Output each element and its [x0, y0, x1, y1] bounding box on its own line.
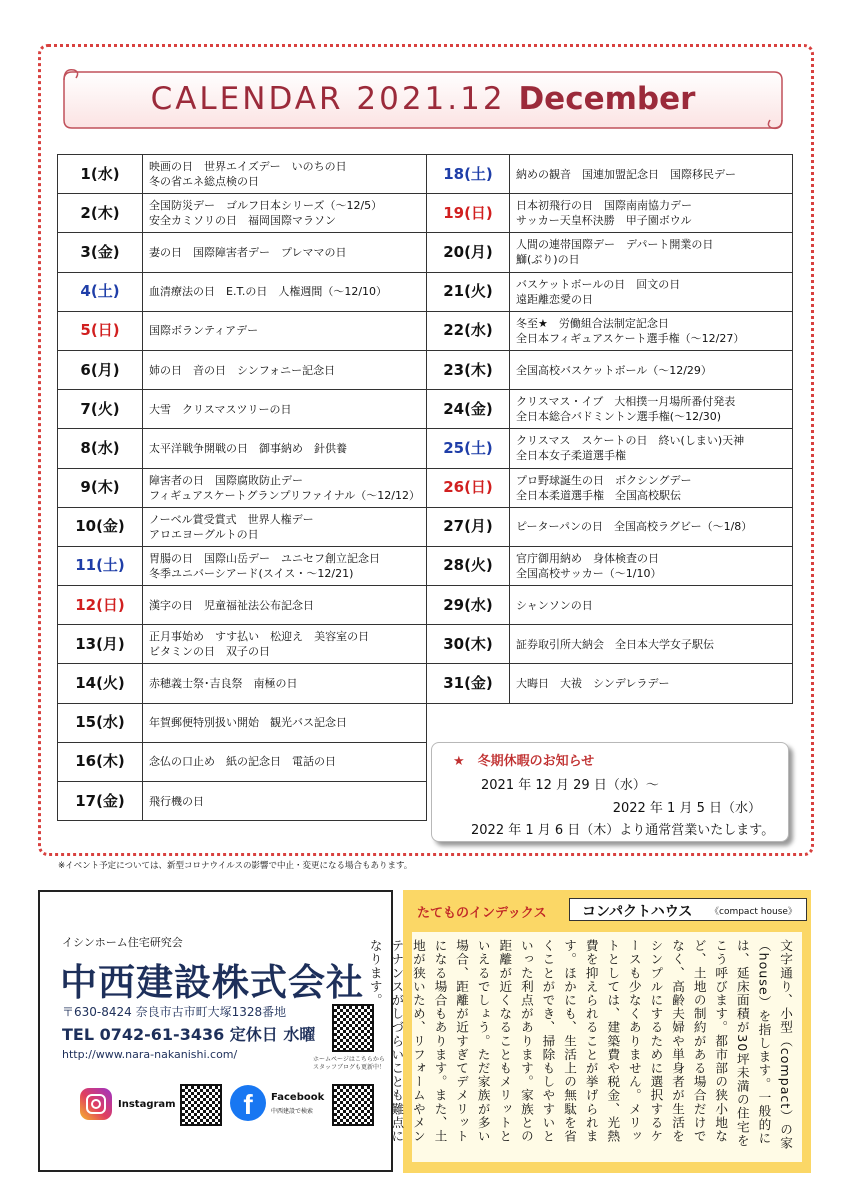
calendar-day: 3(金) [58, 233, 143, 272]
instagram-icon[interactable] [80, 1088, 112, 1120]
notice-line-1: 2021 年 12 月 29 日（水）～ [481, 778, 659, 793]
event-line: 全日本女子柔道選手権 [516, 449, 626, 463]
event-line: 冬至★ 労働組合法制定記念日 [516, 316, 669, 330]
calendar-events [143, 272, 427, 311]
calendar-row [58, 155, 427, 194]
calendar-events [143, 468, 427, 507]
calendar-events [143, 546, 427, 585]
calendar-row [427, 586, 793, 625]
event-line: 胃腸の日 国際山岳デー ユニセフ創立記念日 [149, 551, 380, 565]
calendar-table-left [57, 154, 427, 821]
event-line: 姉の日 音の日 シンフォニー記念日 [149, 363, 336, 377]
calendar-events [143, 742, 427, 781]
calendar-day: 12(日) [58, 586, 143, 625]
event-line: 遠距離恋愛の日 [516, 292, 593, 306]
calendar-row [58, 390, 427, 429]
calendar-day: 27(月) [427, 507, 510, 546]
calendar-events [143, 390, 427, 429]
calendar-row [427, 390, 793, 429]
event-line: 全国防災デー ゴルフ日本シリーズ（～12/5） [149, 199, 383, 213]
calendar-row [58, 664, 427, 703]
calendar-events [510, 194, 793, 233]
event-line: 障害者の日 国際腐敗防止デー [149, 473, 303, 487]
calendar-row [427, 468, 793, 507]
calendar-row [58, 625, 427, 664]
calendar-day: 29(水) [427, 586, 510, 625]
calendar-row [58, 350, 427, 389]
event-line: ノーベル賞受賞式 世界人権デー [149, 512, 314, 526]
calendar-title: CALENDAR 2021.12 December [150, 81, 696, 117]
homepage-qr-code[interactable] [332, 1004, 374, 1052]
event-line: 全日本フィギュアスケート選手権（～12/27） [516, 331, 745, 345]
index-label: たてものインデックス [417, 906, 547, 921]
calendar-row [427, 272, 793, 311]
calendar-day: 13(月) [58, 625, 143, 664]
calendar-day: 24(金) [427, 390, 510, 429]
calendar-row [427, 507, 793, 546]
calendar-events [510, 429, 793, 468]
calendar-day: 15(水) [58, 703, 143, 742]
calendar-day: 11(土) [58, 546, 143, 585]
index-subtitle: 《compact house》 [710, 907, 797, 917]
calendar-row [58, 272, 427, 311]
event-line: 漢字の日 児童福祉法公布記念日 [149, 598, 314, 612]
calendar-row [427, 429, 793, 468]
calendar-banner [62, 66, 784, 132]
event-line: バスケットボールの日 回文の日 [516, 277, 681, 291]
calendar-row [58, 703, 427, 742]
calendar-events [143, 155, 427, 194]
facebook-qr-code[interactable] [332, 1084, 374, 1126]
event-line: 大雪 クリスマスツリーの日 [149, 402, 292, 416]
calendar-row [58, 782, 427, 821]
calendar-day: 22(水) [427, 311, 510, 350]
calendar-day: 31(金) [427, 664, 510, 703]
event-line: 冬の省エネ総点検の日 [149, 175, 259, 189]
event-line: クリスマス スケートの日 終い(しまい)天神 [516, 434, 745, 448]
calendar-row [58, 194, 427, 233]
calendar-events [143, 507, 427, 546]
calendar-events [510, 507, 793, 546]
event-line: 映画の日 世界エイズデー いのちの日 [149, 160, 347, 174]
company-card [38, 890, 393, 1172]
calendar-row [58, 742, 427, 781]
company-tel: TEL 0742-61-3436 定休日 水曜 [62, 1025, 316, 1044]
calendar-events [143, 194, 427, 233]
calendar-day: 17(金) [58, 782, 143, 821]
event-line: クリスマス・イブ 大相撲一月場所番付発表 [516, 395, 736, 409]
event-line: 飛行機の日 [149, 794, 204, 808]
event-line: 人間の連帯国際デー デパート開業の日 [516, 238, 714, 252]
calendar-events [510, 155, 793, 194]
calendar-events [510, 468, 793, 507]
event-line: 年賀郵便特別扱い開始 観光バス記念日 [149, 716, 347, 730]
winter-holiday-notice [431, 742, 791, 844]
instagram-qr-code[interactable] [180, 1084, 222, 1126]
calendar-events [510, 664, 793, 703]
calendar-row [427, 311, 793, 350]
calendar-events [510, 233, 793, 272]
company-url[interactable]: http://www.nara-nakanishi.com/ [62, 1048, 238, 1061]
event-line: ピーターパンの日 全国高校ラグビー（～1/8） [516, 520, 753, 534]
calendar-day: 20(月) [427, 233, 510, 272]
calendar-events [510, 586, 793, 625]
event-line: 鰤(ぶり)の日 [516, 253, 580, 267]
calendar-row [427, 155, 793, 194]
calendar-row [58, 311, 427, 350]
event-line: アロエヨーグルトの日 [149, 527, 259, 541]
calendar-row [58, 507, 427, 546]
event-line: 血清療法の日 E.T.の日 人権週間（～12/10） [149, 285, 388, 299]
calendar-row [58, 546, 427, 585]
event-line: 官庁御用納め 身体検査の日 [516, 551, 659, 565]
instagram-label: Instagram [118, 1099, 176, 1110]
company-label: イシンホーム住宅研究会 [62, 936, 183, 949]
calendar-row [58, 233, 427, 272]
calendar-day: 30(木) [427, 625, 510, 664]
calendar-events [143, 625, 427, 664]
notice-line-2: 2022 年 1 月 5 日（水） [612, 801, 761, 816]
calendar-day: 23(木) [427, 350, 510, 389]
calendar-day: 25(土) [427, 429, 510, 468]
calendar-row [58, 429, 427, 468]
facebook-sub-label: 中西建設で検索 [271, 1108, 314, 1115]
calendar-events [143, 311, 427, 350]
calendar-day: 7(火) [58, 390, 143, 429]
event-line: シャンソンの日 [516, 598, 593, 612]
event-line: 国際ボランティアデー [149, 324, 259, 338]
event-line: 念仏の口止め 紙の記念日 電話の日 [149, 755, 336, 769]
qr-caption: ホームページはこちらから スタッフブログも更新中！ [313, 1056, 386, 1071]
calendar-day: 5(日) [58, 311, 143, 350]
calendar-day: 10(金) [58, 507, 143, 546]
index-title: コンパクトハウス [582, 904, 693, 920]
event-line: プロ野球誕生の日 ボクシングデー [516, 473, 692, 487]
calendar-events [510, 272, 793, 311]
calendar-row [427, 350, 793, 389]
calendar-events [143, 350, 427, 389]
calendar-events [143, 233, 427, 272]
calendar-day: 1(水) [58, 155, 143, 194]
event-line: 正月事始め すす払い 松迎え 美容室の日 [149, 630, 370, 644]
notice-line-3: 2022 年 1 月 6 日（木）より通常営業いたします。 [471, 823, 775, 838]
calendar-events [510, 390, 793, 429]
calendar-events [143, 586, 427, 625]
company-address: 〒630-8424 奈良市古市町大塚1328番地 [62, 1005, 287, 1019]
index-body-text: 文字通り、小型（compact）の家（house）を指します。一般的には、延床面積が30坪未満の住宅をこう呼びます。都市部の狭小地など、土地の制約がある場合だけでなく、高齢夫婦や単身者が生活をシンプルにするために選択するケースも少なくありません。メリットとしては、建築費や税金、光熱費を抑えられることが挙げられます。ほかにも、生活上の無駄を省くことができ、掃除もしやすいといった利点があります。家族との距離が近くなることもメリットといえるでしょう。ただ家族が多い場合、距離が近すぎてデメリットになる場合もあります。また、土地が狭いため、リフォームやメンテナンスがしづらいことも難点になります。 [412, 932, 802, 1162]
event-line: ビタミンの日 双子の日 [149, 645, 270, 659]
calendar-day: 8(水) [58, 429, 143, 468]
notice-title: ★ 冬期休暇のお知らせ [453, 754, 595, 769]
calendar-day: 21(火) [427, 272, 510, 311]
event-line: 納めの観音 国連加盟記念日 国際移民デー [516, 167, 736, 181]
calendar-row [427, 625, 793, 664]
calendar-day: 19(日) [427, 194, 510, 233]
event-line: 証券取引所大納会 全日本大学女子駅伝 [516, 637, 714, 651]
calendar-events [510, 546, 793, 585]
index-title-box [569, 898, 807, 921]
event-line: 全国高校バスケットボール（～12/29） [516, 363, 712, 377]
facebook-label: Facebook [271, 1092, 325, 1103]
calendar-day: 16(木) [58, 742, 143, 781]
event-line: 全日本柔道選手権 全国高校駅伝 [516, 488, 681, 502]
calendar-events [143, 782, 427, 821]
footnote: ※イベント予定については、新型コロナウイルスの影響で中止・変更になる場合もあります。 [58, 861, 413, 871]
calendar-day: 18(土) [427, 155, 510, 194]
calendar-row [427, 233, 793, 272]
event-line: 安全カミソリの日 福岡国際マラソン [149, 214, 336, 228]
calendar-events [510, 625, 793, 664]
facebook-icon[interactable]: f [230, 1085, 266, 1121]
calendar-events [510, 350, 793, 389]
calendar-events [143, 703, 427, 742]
event-line: 全日本総合バドミントン選手権(～12/30) [516, 410, 722, 424]
calendar-events [143, 664, 427, 703]
calendar-row [427, 546, 793, 585]
event-line: フィギュアスケートグランプリファイナル（～12/12） [149, 488, 420, 502]
event-line: 妻の日 国際障害者デー プレママの日 [149, 245, 347, 259]
calendar-day: 9(木) [58, 468, 143, 507]
event-line: 日本初飛行の日 国際南南協力デー [516, 199, 692, 213]
event-line: 大晦日 大祓 シンデレラデー [516, 677, 670, 691]
calendar-row [427, 194, 793, 233]
calendar-day: 28(火) [427, 546, 510, 585]
calendar-table-right [426, 154, 793, 704]
calendar-row [58, 468, 427, 507]
event-line: 冬季ユニバーシアード(スイス・～12/21) [149, 566, 354, 580]
calendar-row [427, 664, 793, 703]
calendar-day: 26(日) [427, 468, 510, 507]
calendar-day: 2(木) [58, 194, 143, 233]
company-name: 中西建設株式会社 [60, 960, 364, 1004]
event-line: 太平洋戦争開戦の日 御事納め 針供養 [149, 441, 347, 455]
event-line: サッカー天皇杯決勝 甲子園ボウル [516, 214, 692, 228]
calendar-row [58, 586, 427, 625]
calendar-day: 4(土) [58, 272, 143, 311]
calendar-day: 6(月) [58, 350, 143, 389]
calendar-events [510, 311, 793, 350]
calendar-events [143, 429, 427, 468]
calendar-day: 14(火) [58, 664, 143, 703]
event-line: 赤穂義士祭･吉良祭 南極の日 [149, 677, 298, 691]
building-index-panel [367, 890, 811, 1173]
event-line: 全国高校サッカー（～1/10） [516, 566, 662, 580]
